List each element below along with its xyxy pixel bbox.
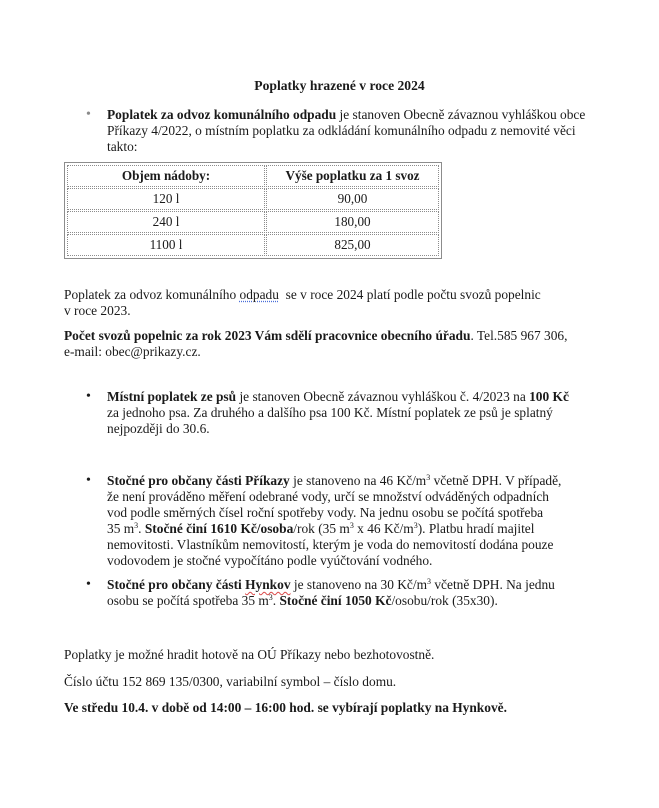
fee-table	[64, 162, 442, 259]
bullet-sewage-prikazy: • Stočné pro občany části Příkazy je stanoveno na 46 $Kč/m^3$ včetně DPH. V případě, že není prováděno měření odebrané vody, určí se množství odváděných odpadních vod podle směrných čísel roční spotřeby vody. Na jednu osobu se počítá spotřeba 35 $m^3$. Stočné činí 1610 Kč/osoba/rok (35 $m^3$ x 46 $Kč/m^3$). Platbu hradí majitel nemovitosti. Vlastníkům nemovitostí, kterým je voda do nemovitostí dodána pouze vodovodem je stočné vypočítáno podle vyúčtování vodného.	[86, 473, 562, 568]
table-header-volume: Objem nádoby:	[67, 165, 265, 187]
payment-methods-text: Poplatky je možné hradit hotově na OÚ Příkazy nebo bezhotovostně.	[64, 647, 435, 662]
bullet-dot-icon: •	[86, 577, 91, 592]
bullet-waste-fee: • Poplatek za odvoz komunálního odpadu je stanoven Obecně závaznou vyhláškou obce Příkazy 4/2022, o místním poplatku za odkládání komunálního odpadu z nemovité věci takto:	[86, 107, 586, 154]
table-row: 1100 l 825,00	[67, 234, 439, 256]
bullet-dot-icon: •	[86, 473, 91, 488]
table-row: 120 l 90,00	[67, 188, 439, 210]
table-header-fee: Výše poplatku za 1 svoz	[266, 165, 439, 187]
bullet-dog-fee: • Místní poplatek ze psů je stanoven Obecně závaznou vyhláškou č. 4/2023 na 100 Kč za jednoho psa. Za druhého a dalšího psa 100 Kč. Místní poplatek ze psů je splatný nejpozději do 30.6.	[86, 389, 569, 436]
paragraph-waste-counting: Poplatek za odvoz komunálního odpadu se v roce 2024 platí podle počtu svozů popelnic v roce 2023.	[64, 287, 541, 318]
bullet-sewage-hynkov: • Stočné pro občany části Hynkov je stanoveno na 30 $Kč/m^3$ včetně DPH. Na jednu osobu se počítá spotřeba 35 $m^3$. Stočné činí 1050 Kč/osobu/rok (35x30).	[86, 577, 555, 608]
bullet-dot-icon: •	[86, 389, 91, 404]
page-title: Poplatky hrazené v roce 2024	[254, 78, 425, 93]
table-row: 240 l 180,00	[67, 211, 439, 233]
table-header-row	[67, 165, 439, 187]
paragraph-contact: Počet svozů popelnic za rok 2023 Vám sdělí pracovnice obecního úřadu. Tel.585 967 306, e-mail: obec@prikazy.cz.	[64, 328, 568, 359]
bullet-dot-icon: •	[86, 107, 91, 122]
bank-account-text: Číslo účtu 152 869 135/0300, variabilní symbol – číslo domu.	[64, 674, 397, 689]
waste-fee-bold: Poplatek za odvoz komunálního odpadu	[107, 107, 337, 122]
collection-day-text: Ve středu 10.4. v době od 14:00 – 16:00 hod. se vybírají poplatky na Hynkově.	[64, 700, 507, 715]
